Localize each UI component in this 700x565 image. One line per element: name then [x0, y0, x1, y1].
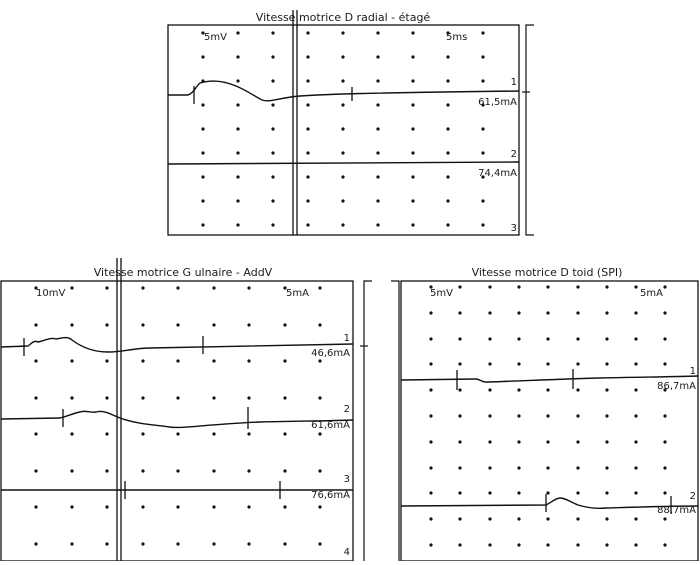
grid-dot: [576, 414, 579, 417]
grid-dot: [446, 223, 449, 226]
grid-dot: [271, 199, 274, 202]
grid-dot: [283, 396, 286, 399]
grid-dot: [236, 175, 239, 178]
grid-dot: [70, 542, 73, 545]
grid-dot: [517, 543, 520, 546]
grid-dot: [105, 542, 108, 545]
grid-dot: [663, 362, 666, 365]
grid-dot: [634, 311, 637, 314]
grid-dot: [411, 55, 414, 58]
grid-dot: [283, 469, 286, 472]
grid-dot: [411, 79, 414, 82]
trace-number: 3: [510, 223, 517, 234]
trace-number: 1: [343, 333, 350, 344]
grid-dot: [663, 440, 666, 443]
grid-dot: [212, 359, 215, 362]
grid-dot: [105, 396, 108, 399]
grid-dot: [201, 223, 204, 226]
grid-dot: [201, 175, 204, 178]
grid-dot: [247, 396, 250, 399]
grid-dot: [176, 469, 179, 472]
grid-dot: [634, 388, 637, 391]
grid-dot: [212, 432, 215, 435]
sensitivity-label: 5mV: [204, 32, 227, 43]
grid-dot: [70, 359, 73, 362]
grid-dot: [141, 505, 144, 508]
grid-dot: [236, 151, 239, 154]
grid-dot: [176, 432, 179, 435]
grid-dot: [663, 466, 666, 469]
grid-dot: [546, 466, 549, 469]
grid-dot: [663, 337, 666, 340]
grid-dot: [576, 543, 579, 546]
grid-dot: [458, 543, 461, 546]
scale-bracket: [364, 281, 372, 561]
grid-dot: [34, 505, 37, 508]
grid-dot: [376, 79, 379, 82]
grid-dot: [34, 359, 37, 362]
grid-dot: [306, 31, 309, 34]
grid-dot: [141, 359, 144, 362]
grid-dot: [605, 285, 608, 288]
grid-dot: [605, 388, 608, 391]
grid-dot: [576, 337, 579, 340]
grid-dot: [481, 79, 484, 82]
grid-dot: [458, 466, 461, 469]
grid-dot: [341, 79, 344, 82]
grid-dot: [429, 517, 432, 520]
grid-dot: [105, 469, 108, 472]
grid-dot: [376, 223, 379, 226]
grid-dot: [341, 55, 344, 58]
grid-dot: [663, 414, 666, 417]
trace-number: 2: [343, 404, 350, 415]
grid-dot: [70, 286, 73, 289]
grid-dot: [488, 517, 491, 520]
grid-dot: [517, 311, 520, 314]
grid-dot: [318, 359, 321, 362]
panel-radial: [168, 10, 534, 235]
grid-dot: [517, 362, 520, 365]
grid-dot: [236, 223, 239, 226]
grid-dot: [458, 388, 461, 391]
grid-dot: [481, 127, 484, 130]
grid-dot: [481, 31, 484, 34]
grid-dot: [306, 223, 309, 226]
grid-dot: [517, 517, 520, 520]
grid-dot: [376, 199, 379, 202]
grid-dot: [488, 491, 491, 494]
grid-dot: [236, 127, 239, 130]
grid-dot: [488, 466, 491, 469]
grid-dot: [517, 491, 520, 494]
grid-dot: [576, 285, 579, 288]
trace-line: [1, 338, 353, 352]
grid-dot: [634, 491, 637, 494]
grid-dot: [306, 175, 309, 178]
trace-intensity: 61,6mA: [311, 420, 350, 431]
grid-dot: [576, 388, 579, 391]
grid-dot: [318, 286, 321, 289]
grid-dot: [212, 286, 215, 289]
grid-dot: [283, 359, 286, 362]
grid-dot: [271, 151, 274, 154]
grid-dot: [70, 396, 73, 399]
grid-dot: [517, 466, 520, 469]
panel-title: Vitesse motrice G ulnaire - AddV: [93, 266, 273, 279]
grid-dot: [271, 79, 274, 82]
grid-dot: [341, 175, 344, 178]
grid-dot: [488, 362, 491, 365]
sensitivity-label: 10mV: [36, 288, 66, 299]
grid-dot: [458, 337, 461, 340]
grid-dot: [176, 396, 179, 399]
grid-dot: [634, 440, 637, 443]
trace-line: [168, 162, 519, 164]
grid-dot: [318, 469, 321, 472]
grid-dot: [481, 199, 484, 202]
grid-dot: [283, 505, 286, 508]
grid-dot: [201, 127, 204, 130]
trace-number: 3: [343, 474, 350, 485]
grid-dot: [176, 323, 179, 326]
grid-dot: [341, 127, 344, 130]
grid-dot: [236, 103, 239, 106]
sensitivity-label: 5mV: [430, 288, 453, 299]
grid-dot: [605, 543, 608, 546]
trace-intensity: 74,4mA: [478, 168, 517, 179]
trace-line: [1, 411, 353, 427]
grid-dot: [271, 55, 274, 58]
grid-dot: [34, 396, 37, 399]
grid-dot: [105, 505, 108, 508]
grid-dot: [70, 323, 73, 326]
grid-dot: [605, 466, 608, 469]
grid-dot: [247, 505, 250, 508]
grid-dot: [634, 414, 637, 417]
grid-dot: [411, 31, 414, 34]
grid-dot: [546, 491, 549, 494]
grid-dot: [663, 311, 666, 314]
grid-dot: [576, 491, 579, 494]
grid-dot: [458, 491, 461, 494]
grid-dot: [306, 151, 309, 154]
grid-dot: [446, 175, 449, 178]
grid-dot: [458, 285, 461, 288]
grid-dot: [429, 388, 432, 391]
grid-dot: [546, 285, 549, 288]
grid-dot: [271, 127, 274, 130]
grid-dot: [283, 323, 286, 326]
grid-dot: [201, 55, 204, 58]
grid-dot: [481, 151, 484, 154]
grid-dot: [247, 542, 250, 545]
grid-dot: [306, 103, 309, 106]
trace-intensity: 61,5mA: [478, 97, 517, 108]
grid-dot: [376, 175, 379, 178]
grid-dot: [105, 323, 108, 326]
grid-dot: [318, 432, 321, 435]
grid-dot: [663, 285, 666, 288]
grid-dot: [283, 542, 286, 545]
grid-dot: [271, 175, 274, 178]
grid-dot: [458, 440, 461, 443]
dot-grid: [34, 286, 321, 545]
grid-dot: [458, 517, 461, 520]
grid-dot: [212, 323, 215, 326]
grid-dot: [411, 127, 414, 130]
grid-dot: [488, 388, 491, 391]
grid-dot: [605, 414, 608, 417]
grid-dot: [605, 311, 608, 314]
grid-dot: [141, 542, 144, 545]
grid-dot: [105, 359, 108, 362]
grid-dot: [488, 337, 491, 340]
grid-dot: [546, 337, 549, 340]
trace-intensity: 46,6mA: [311, 348, 350, 359]
trace-number: 1: [689, 366, 696, 377]
grid-dot: [634, 517, 637, 520]
grid-dot: [517, 440, 520, 443]
grid-dot: [481, 223, 484, 226]
panel-title: Vitesse motrice D radial - étagé: [255, 11, 431, 24]
grid-dot: [70, 432, 73, 435]
grid-dot: [634, 285, 637, 288]
grid-dot: [201, 199, 204, 202]
trace-number: 4: [343, 547, 350, 558]
grid-dot: [376, 151, 379, 154]
grid-dot: [141, 396, 144, 399]
grid-dot: [341, 103, 344, 106]
grid-dot: [446, 127, 449, 130]
grid-dot: [141, 432, 144, 435]
grid-dot: [458, 362, 461, 365]
grid-dot: [318, 396, 321, 399]
grid-dot: [576, 466, 579, 469]
grid-dot: [176, 505, 179, 508]
grid-dot: [446, 79, 449, 82]
grid-dot: [341, 31, 344, 34]
grid-dot: [546, 414, 549, 417]
grid-dot: [481, 55, 484, 58]
trace-number: 1: [510, 77, 517, 88]
grid-dot: [446, 55, 449, 58]
grid-dot: [376, 31, 379, 34]
grid-dot: [458, 414, 461, 417]
grid-dot: [306, 55, 309, 58]
grid-dot: [341, 223, 344, 226]
trace-number: 2: [510, 149, 517, 160]
grid-dot: [429, 543, 432, 546]
grid-dot: [576, 440, 579, 443]
grid-dot: [236, 55, 239, 58]
grid-dot: [34, 542, 37, 545]
grid-dot: [429, 414, 432, 417]
grid-dot: [663, 491, 666, 494]
grid-dot: [488, 543, 491, 546]
trace-line: [401, 376, 698, 382]
grid-dot: [176, 542, 179, 545]
grid-dot: [376, 55, 379, 58]
grid-dot: [376, 103, 379, 106]
trace-line: [401, 498, 698, 508]
grid-dot: [546, 388, 549, 391]
panel-title: Vitesse motrice D toid (SPI): [471, 266, 623, 279]
grid-dot: [176, 359, 179, 362]
grid-dot: [411, 103, 414, 106]
dot-grid: [201, 31, 484, 226]
grid-dot: [429, 466, 432, 469]
grid-dot: [429, 311, 432, 314]
grid-dot: [247, 432, 250, 435]
sweep-label: 5ms: [446, 32, 468, 43]
trace-line: [168, 81, 519, 101]
grid-dot: [141, 286, 144, 289]
grid-dot: [663, 543, 666, 546]
grid-dot: [605, 517, 608, 520]
grid-dot: [105, 432, 108, 435]
trace-intensity: 76,6mA: [311, 490, 350, 501]
grid-dot: [546, 440, 549, 443]
grid-dot: [201, 103, 204, 106]
grid-dot: [212, 542, 215, 545]
grid-dot: [271, 103, 274, 106]
grid-dot: [605, 337, 608, 340]
grid-dot: [247, 469, 250, 472]
sweep-label: 5mA: [286, 288, 309, 299]
grid-dot: [458, 311, 461, 314]
grid-dot: [176, 286, 179, 289]
grid-dot: [411, 223, 414, 226]
trace-intensity: 86,7mA: [657, 381, 696, 392]
grid-dot: [411, 199, 414, 202]
grid-dot: [247, 323, 250, 326]
grid-dot: [546, 311, 549, 314]
grid-dot: [517, 285, 520, 288]
grid-dot: [341, 199, 344, 202]
grid-dot: [605, 362, 608, 365]
trace-number: 2: [689, 491, 696, 502]
grid-dot: [201, 151, 204, 154]
grid-dot: [605, 491, 608, 494]
grid-dot: [283, 432, 286, 435]
grid-dot: [517, 388, 520, 391]
grid-dot: [70, 505, 73, 508]
grid-dot: [429, 440, 432, 443]
grid-dot: [517, 337, 520, 340]
grid-dot: [429, 337, 432, 340]
grid-dot: [341, 151, 344, 154]
grid-dot: [488, 285, 491, 288]
grid-dot: [634, 543, 637, 546]
grid-dot: [306, 199, 309, 202]
grid-dot: [429, 491, 432, 494]
grid-dot: [247, 286, 250, 289]
grid-dot: [634, 466, 637, 469]
grid-dot: [318, 542, 321, 545]
panel-deltoid: [391, 266, 698, 561]
grid-dot: [247, 359, 250, 362]
grid-dot: [634, 362, 637, 365]
grid-dot: [605, 440, 608, 443]
grid-dot: [318, 323, 321, 326]
grid-dot: [212, 469, 215, 472]
grid-dot: [576, 517, 579, 520]
grid-dot: [546, 543, 549, 546]
grid-dot: [236, 199, 239, 202]
trace-intensity: 88,7mA: [657, 505, 696, 516]
sweep-label: 5mA: [640, 288, 663, 299]
grid-dot: [271, 31, 274, 34]
grid-dot: [34, 469, 37, 472]
grid-dot: [306, 127, 309, 130]
grid-dot: [488, 414, 491, 417]
grid-dot: [446, 151, 449, 154]
grid-dot: [429, 362, 432, 365]
grid-dot: [376, 127, 379, 130]
grid-dot: [236, 31, 239, 34]
grid-dot: [306, 79, 309, 82]
grid-dot: [446, 103, 449, 106]
grid-dot: [70, 469, 73, 472]
grid-dot: [488, 440, 491, 443]
grid-dot: [141, 323, 144, 326]
grid-dot: [546, 362, 549, 365]
grid-dot: [271, 223, 274, 226]
grid-dot: [105, 286, 108, 289]
grid-dot: [236, 79, 239, 82]
grid-dot: [663, 517, 666, 520]
grid-dot: [411, 175, 414, 178]
grid-dot: [634, 337, 637, 340]
grid-dot: [446, 199, 449, 202]
grid-dot: [318, 505, 321, 508]
grid-dot: [212, 505, 215, 508]
panel-ulnaire: [1, 258, 372, 561]
grid-dot: [34, 432, 37, 435]
grid-dot: [576, 362, 579, 365]
scale-bracket: [526, 25, 534, 235]
grid-dot: [411, 151, 414, 154]
grid-dot: [488, 311, 491, 314]
grid-dot: [212, 396, 215, 399]
grid-dot: [517, 414, 520, 417]
scale-bracket: [391, 281, 399, 561]
grid-dot: [576, 311, 579, 314]
grid-dot: [546, 517, 549, 520]
grid-dot: [34, 323, 37, 326]
grid-dot: [141, 469, 144, 472]
